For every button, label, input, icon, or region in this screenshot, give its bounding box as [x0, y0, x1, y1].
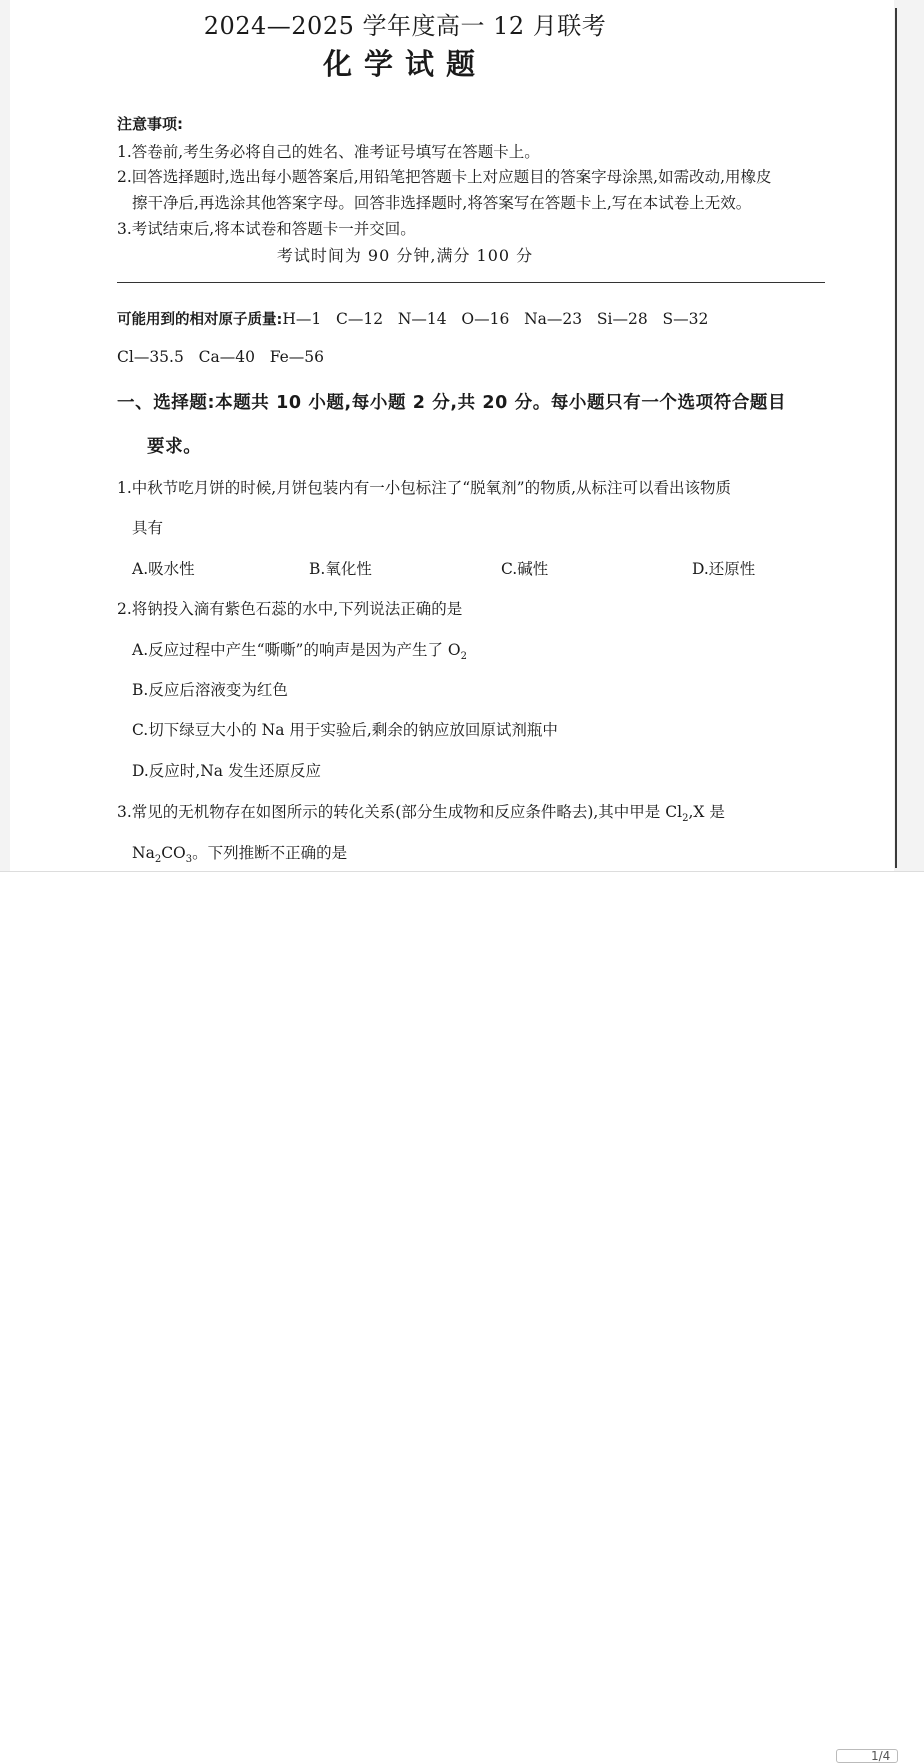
question-3-text: ,X 是 [688, 803, 725, 821]
question-1-option-c: C.碱性 [501, 560, 549, 578]
question-1-stem-continued: 具有 [132, 519, 164, 537]
section-1-title-continued: 要求。 [147, 437, 202, 457]
question-3-text: 。下列推断不正确的是 [192, 844, 348, 862]
question-3-text: 3.常见的无机物存在如图所示的转化关系(部分生成物和反应条件略去),其中甲是 Cl [117, 803, 683, 821]
question-2-option-a-text: A.反应过程中产生“嘶嘶”的响声是因为产生了 O [132, 641, 461, 659]
atomic-masses-values: H—1 C—12 N—14 O—16 Na—23 Si—28 S—32 [282, 310, 709, 328]
subscript: 2 [460, 651, 467, 663]
exam-time: 考试时间为 90 分钟,满分 100 分 [276, 246, 534, 265]
notice-item-3: 3.考试结束后,将本试卷和答题卡一并交回。 [117, 220, 416, 238]
question-3-stem [117, 800, 725, 824]
atomic-masses-continued: Cl—35.5 Ca—40 Fe—56 [117, 348, 325, 366]
formula-text: Na [132, 844, 155, 862]
notice-item-2: 2.回答选择题时,选出每小题答案后,用铅笔把答题卡上对应题目的答案字母涂黑,如需改动,用橡皮 [117, 168, 772, 186]
notice-item-1: 1.答卷前,考生务必将自己的姓名、准考证号填写在答题卡上。 [117, 143, 540, 161]
question-2-option-c: C.切下绿豆大小的 Na 用于实验后,剩余的钠应放回原试剂瓶中 [132, 721, 558, 739]
page-indicator-text: 1/4 [871, 1749, 891, 1763]
exam-title: 2024—2025 学年度高一 12 月联考 [203, 12, 607, 40]
page-indicator[interactable] [836, 1749, 898, 1763]
formula-text: CO [161, 844, 186, 862]
notice-item-2-continued: 擦干净后,再选涂其他答案字母。回答非选择题时,将答案写在答题卡上,写在本试卷上无效。 [132, 194, 752, 212]
question-1-option-b: B.氧化性 [309, 560, 372, 578]
viewer-footer [0, 871, 924, 1763]
atomic-masses-label: 可能用到的相对原子质量: [117, 312, 283, 328]
subscript: 2 [154, 854, 162, 866]
subject-title: 化学试题 [322, 47, 487, 81]
section-divider [117, 282, 825, 283]
notice-heading: 注意事项: [117, 115, 183, 133]
question-2-option-a [132, 638, 467, 662]
subscript: 3 [185, 854, 193, 866]
question-1-option-a: A.吸水性 [132, 560, 195, 578]
subscript: 2 [682, 813, 689, 825]
atomic-masses [117, 308, 708, 329]
vertical-scrollbar[interactable] [895, 8, 897, 868]
question-2-option-d: D.反应时,Na 发生还原反应 [132, 762, 321, 780]
question-1-option-d: D.还原性 [692, 560, 756, 578]
question-1-stem: 1.中秋节吃月饼的时候,月饼包装内有一小包标注了“脱氧剂”的物质,从标注可以看出该物质 [117, 479, 731, 497]
section-1-title: 一、选择题:本题共 10 小题,每小题 2 分,共 20 分。每小题只有一个选项符合题目 [117, 393, 787, 413]
question-2-stem: 2.将钠投入滴有紫色石蕊的水中,下列说法正确的是 [117, 600, 463, 618]
exam-page [10, 0, 894, 887]
question-2-option-b: B.反应后溶液变为红色 [132, 681, 288, 699]
question-3-stem-continued [132, 841, 347, 865]
